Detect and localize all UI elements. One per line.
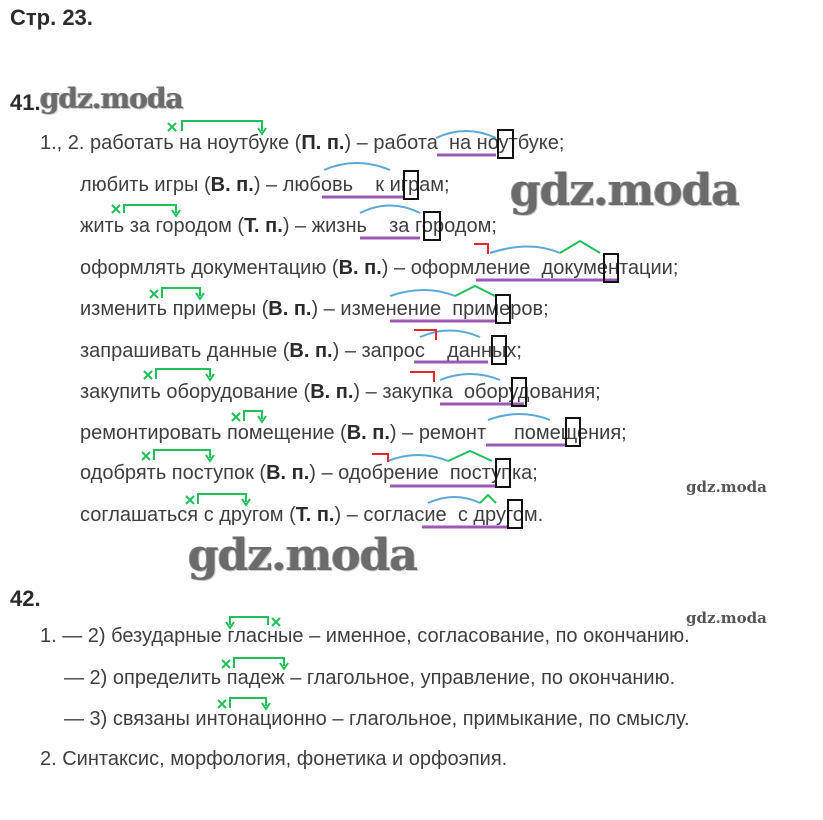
noun-word: закупка	[382, 381, 453, 403]
exercise-41-line: оформлять документацию (В. п.) – оформление документации;	[80, 257, 679, 279]
noun-phrase-rest: помещения;	[513, 422, 627, 444]
watermark-logo: gdz.moda	[686, 478, 767, 496]
noun-word: одобрение	[338, 462, 439, 484]
exercise-41-number: 41.	[10, 90, 41, 115]
exercise-42-line: — 3) связаны интонационно – глагольное, примыкание, по смыслу.	[64, 708, 690, 730]
verb-phrase: ремонтировать помещение	[80, 422, 335, 444]
verb-phrase: соглашаться с другом	[80, 504, 284, 526]
watermark-logo: gdz.moda	[40, 82, 183, 115]
noun-phrase-rest: поступка;	[449, 462, 538, 484]
line-prefix: 1., 2.	[40, 132, 91, 154]
noun-phrase-rest: данных;	[447, 340, 522, 362]
exercise-41-line: любить игры (В. п.) – любовь к играм;	[80, 174, 450, 196]
exercise-41-line: 1., 2. работать на ноутбуке (П. п.) – работа на ноутбуке;	[40, 132, 565, 154]
exercise-41-line: жить за городом (Т. п.) – жизнь за городом;	[80, 215, 497, 237]
case-label: В. п.	[338, 257, 382, 279]
noun-phrase-rest: за городом;	[389, 215, 497, 237]
control-mark	[112, 121, 288, 709]
noun-word: согласие	[363, 504, 447, 526]
verb-phrase: запрашивать данные	[80, 340, 278, 362]
noun-word: запрос	[361, 340, 425, 362]
exercise-41-line: соглашаться с другом (Т. п.) – согласие с другом.	[80, 504, 544, 526]
noun-word: работа	[373, 132, 438, 154]
case-label: В. п.	[210, 174, 254, 196]
exercise-42-line: — 2) определить падеж – глагольное, управление, по окончанию.	[64, 667, 676, 689]
verb-phrase: оформлять документацию	[80, 257, 327, 279]
case-label: В. п.	[268, 298, 312, 320]
case-label: Т. п.	[295, 504, 335, 526]
case-label: В. п.	[310, 381, 354, 403]
verb-phrase: закупить оборудование	[80, 381, 298, 403]
page-title: Стр. 23.	[10, 5, 93, 30]
case-label: В. п.	[346, 422, 390, 444]
exercise-41-line: ремонтировать помещение (В. п.) – ремонт помещения;	[80, 422, 627, 444]
exercise-41-line: изменить примеры (В. п.) – изменение примеров;	[80, 298, 549, 320]
noun-phrase-rest: на ноутбуке;	[448, 132, 565, 154]
exercise-41-line: закупить оборудование (В. п.) – закупка оборудования;	[80, 381, 601, 403]
verb-phrase: одобрять поступок	[80, 462, 254, 484]
noun-phrase-rest: к играм;	[375, 174, 450, 196]
noun-phrase-rest: примеров;	[452, 298, 549, 320]
case-label: В. п.	[289, 340, 333, 362]
noun-phrase-rest: оборудования;	[463, 381, 601, 403]
exercise-42-number: 42.	[10, 586, 41, 611]
noun-phrase-rest: документации;	[541, 257, 679, 279]
verb-phrase: жить за городом	[80, 215, 232, 237]
verb-phrase: изменить примеры	[80, 298, 257, 320]
verb-phrase: любить игры	[80, 174, 199, 196]
noun-word: жизнь	[311, 215, 367, 237]
case-label: П. п.	[301, 132, 345, 154]
noun-word: оформление	[410, 257, 531, 279]
case-label: В. п.	[266, 462, 310, 484]
watermark-logo: gdz.moda	[510, 165, 740, 216]
watermark-logo: gdz.moda	[188, 530, 418, 581]
noun-word: изменение	[340, 298, 442, 320]
exercise-41-line: одобрять поступок (В. п.) – одобрение поступка;	[80, 462, 538, 484]
verb-phrase: работать на ноутбуке	[90, 132, 290, 154]
noun-phrase-rest: с другом.	[457, 504, 544, 526]
case-label: Т. п.	[244, 215, 283, 237]
exercise-42-line: 2. Синтаксис, морфология, фонетика и орфоэпия.	[40, 748, 508, 770]
noun-word: любовь	[282, 174, 354, 196]
exercise-41-line: запрашивать данные (В. п.) – запрос данных;	[80, 340, 522, 362]
watermark-logo: gdz.moda	[686, 609, 767, 627]
noun-word: ремонт	[418, 422, 487, 444]
exercise-42-line: 1. — 2) безударные гласные – именное, согласование, по окончанию.	[40, 625, 690, 647]
